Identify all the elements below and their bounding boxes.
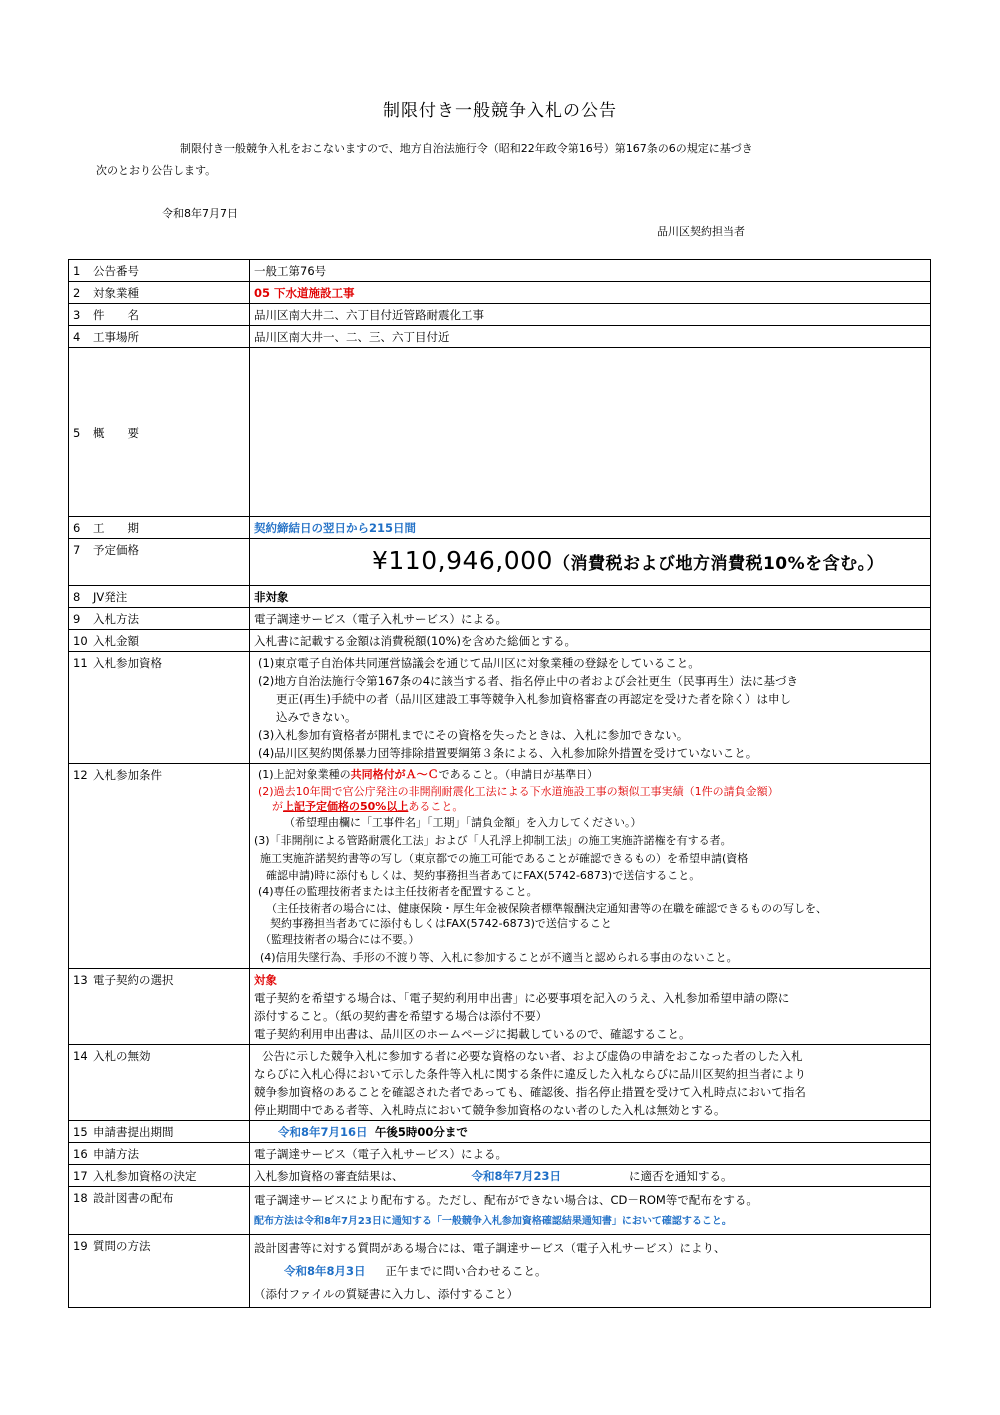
condition-4-cont: 契約事務担当者あてに添付もしくはFAX(5742-6873)で送信すること xyxy=(270,917,612,930)
condition-3-cont: 施工実施許諾契約書等の写し（東京都での施工可能であることが確認できるもの）を希望申請(資格 xyxy=(260,852,749,865)
text: であること。（申請日が基準日） xyxy=(438,768,599,781)
row-number: 6 xyxy=(73,521,81,535)
row-label xyxy=(69,764,250,969)
list-item: (4)品川区契約関係暴力団等排除措置要綱第３条による、入札参加除外措置を受けていないこと。 xyxy=(258,746,758,760)
row-design-docs xyxy=(69,1187,931,1235)
text: 入札参加資格の審査結果は、 xyxy=(254,1169,404,1183)
row-bid-amount xyxy=(69,630,931,652)
label-text: 申請方法 xyxy=(93,1147,139,1161)
label-text: 入札方法 xyxy=(93,612,139,626)
row-label xyxy=(69,1235,250,1308)
label-text: 入札参加資格 xyxy=(93,656,162,670)
row-number: 18 xyxy=(73,1191,88,1205)
row-label xyxy=(69,1121,250,1143)
condition-3-cont: 確認申請)時に添付もしくは、契約事務担当者あてにFAX(5742-6873)で送信すること。 xyxy=(266,869,701,882)
row-number: 15 xyxy=(73,1125,88,1139)
row-period xyxy=(69,517,931,539)
list-item: (1)東京電子自治体共同運営協議会を通じて品川区に対象業種の登録をしていること。 xyxy=(258,656,700,670)
condition-1 xyxy=(254,766,926,784)
text: 正午までに問い合わせること。 xyxy=(385,1264,547,1278)
condition-2: (2)過去10年間で官公庁発注の非開削耐震化工法による下水道施設工事の類似工事実績（1件の請負金額） xyxy=(258,785,779,798)
row-value xyxy=(250,652,931,764)
row-conditions xyxy=(69,764,931,969)
text: (1)上記対象業種の xyxy=(258,768,351,781)
text: あること。 xyxy=(408,800,464,813)
row-value xyxy=(250,1121,931,1143)
label-text: 入札金額 xyxy=(93,634,139,648)
price-tax-note: （消費税および地方消費税10%を含む。） xyxy=(552,554,885,574)
row-label xyxy=(69,652,250,764)
notice-table xyxy=(68,259,931,1308)
label-text: 電子契約の選択 xyxy=(93,973,174,987)
page-title: 制限付き一般競争入札の公告 xyxy=(383,101,617,121)
deadline-time: 午後5時00分まで xyxy=(374,1125,468,1139)
row-overview xyxy=(69,348,931,517)
row-value xyxy=(250,348,931,517)
text-line: （添付ファイルの質疑書に入力し、添付すること） xyxy=(254,1287,519,1301)
list-item: (3)入札参加有資格者が開札までにその資格を失ったときは、入札に参加できない。 xyxy=(258,728,689,742)
text: に適否を通知する。 xyxy=(629,1169,733,1183)
condition-5: (4)信用失墜行為、手形の不渡り等、入札に参加することが不適当と認められる事由のないこと。 xyxy=(260,951,738,964)
row-number: 8 xyxy=(73,590,81,604)
label-text: 入札の無効 xyxy=(93,1049,151,1063)
label-text: 公告番号 xyxy=(93,264,139,278)
list-item: ならびに入札心得において示した条件等入札に関する条件に違反した入札ならびに品川区契約担当者により xyxy=(254,1067,806,1081)
list-item: 電子契約利用申出書は、品川区のホームページに掲載しているので、確認すること。 xyxy=(254,1027,691,1041)
condition-4: (4)専任の監理技術者または主任技術者を配置すること。 xyxy=(258,885,538,898)
row-value: 品川区南大井一、二、三、六丁目付近 xyxy=(250,326,931,348)
list-item: 競争参加資格のあることを確認された者であっても、確認後、指名停止措置を受けて入札時点において指名 xyxy=(254,1085,806,1099)
row-site xyxy=(69,326,931,348)
row-number: 5 xyxy=(73,425,81,440)
row-jv xyxy=(69,586,931,608)
row-label xyxy=(69,1165,250,1187)
row-application-period xyxy=(69,1121,931,1143)
deadline-date: 令和8年7月16日 xyxy=(278,1125,368,1139)
row-value: 契約締結日の翌日から215日間 xyxy=(250,517,931,539)
row-value xyxy=(250,1045,931,1121)
row-label xyxy=(69,348,250,517)
status-text: 対象 xyxy=(254,973,277,987)
row-number: 7 xyxy=(73,543,81,557)
text-line: 電子調達サービスにより配布する。ただし、配布ができない場合は、CD－ROM等で配布をする。 xyxy=(254,1193,758,1207)
row-qualifications xyxy=(69,652,931,764)
notice-date: 令和8年7月7日 xyxy=(162,207,238,220)
row-number: 17 xyxy=(73,1169,88,1183)
label-text: 質問の方法 xyxy=(93,1239,151,1253)
row-label xyxy=(69,969,250,1045)
row-label xyxy=(69,517,250,539)
decision-date: 令和8年7月23日 xyxy=(471,1169,562,1183)
row-label xyxy=(69,1187,250,1235)
row-number: 10 xyxy=(73,634,88,648)
row-number: 2 xyxy=(73,286,81,300)
row-number: 16 xyxy=(73,1147,88,1161)
price-amount: ¥110,946,000 xyxy=(372,546,553,575)
row-value: 05 下水道施設工事 xyxy=(250,282,931,304)
list-item: 添付すること。（紙の契約書を希望する場合は添付不要） xyxy=(254,1009,548,1023)
row-bid-method xyxy=(69,608,931,630)
label-text: 設計図書の配布 xyxy=(93,1191,174,1205)
row-questions xyxy=(69,1235,931,1308)
row-label xyxy=(69,539,250,586)
row-label xyxy=(69,586,250,608)
label-text: 対象業種 xyxy=(93,286,139,300)
text: が xyxy=(272,800,283,813)
row-value: 電子調達サービス（電子入札サービス）による。 xyxy=(250,608,931,630)
label-text: 工事場所 xyxy=(93,330,139,344)
label-text: 入札参加資格の決定 xyxy=(93,1169,197,1183)
row-value: 非対象 xyxy=(250,586,931,608)
underlined-text: 上記予定価格の50%以上 xyxy=(283,800,409,813)
condition-2-cont xyxy=(254,799,926,814)
highlight-text: 共同格付がＡ～Ｃ xyxy=(350,768,439,781)
row-value xyxy=(250,539,931,586)
row-number: 19 xyxy=(73,1239,88,1253)
row-estimated-price xyxy=(69,539,931,586)
row-application-method xyxy=(69,1143,931,1165)
intro-line-1: 制限付き一般競争入札をおこないますので、地方自治法施行令（昭和22年政令第16号）第167条の6の規定に基づき xyxy=(180,142,753,155)
text-line xyxy=(254,1260,926,1283)
label-text: 入札参加条件 xyxy=(93,768,162,782)
row-invalid-bids xyxy=(69,1045,931,1121)
condition-4-note: （監理技術者の場合には不要。） xyxy=(260,933,420,946)
row-label xyxy=(69,630,250,652)
row-label xyxy=(69,608,250,630)
list-item: 込みできない。 xyxy=(276,710,357,724)
row-value: 一般工第76号 xyxy=(250,260,931,282)
question-deadline-date: 令和8年8月3日 xyxy=(284,1264,366,1278)
row-value: 品川区南大井二、六丁目付近管路耐震化工事 xyxy=(250,304,931,326)
row-e-contract xyxy=(69,969,931,1045)
list-item: 停止期間中である者等、入札時点において競争参加資格のない者のした入札は無効とする。 xyxy=(254,1103,726,1117)
row-number: 4 xyxy=(73,330,81,344)
list-item: 更正(再生)手続中の者（品川区建設工事等競争入札参加資格審査の再認定を受けた者を除く）は申し xyxy=(276,692,791,706)
condition-2-note: （希望理由欄に「工事件名」「工期」「請負金額」を入力してください。） xyxy=(284,816,642,829)
list-item: 電子契約を希望する場合は、「電子契約利用申出書」に必要事項を記入のうえ、入札参加希望申請の際に xyxy=(254,991,790,1005)
row-value: 入札書に記載する金額は消費税額(10%)を含めた総価とする。 xyxy=(250,630,931,652)
row-number: 13 xyxy=(73,973,88,987)
label-text: JV発注 xyxy=(93,590,128,604)
label-text: 概 要 xyxy=(93,425,139,440)
row-label xyxy=(69,1045,250,1121)
condition-3: (3)「非開削による管路耐震化工法」および「人孔浮上抑制工法」の施工実施許諾権を有する者。 xyxy=(254,834,732,847)
condition-4-cont: （主任技術者の場合には、健康保険・厚生年金被保険者標準報酬決定通知書等の在職を確認できるものの写しを、 xyxy=(266,902,827,915)
row-value xyxy=(250,764,931,969)
text-line: 設計図書等に対する質問がある場合には、電子調達サービス（電子入札サービス）により、 xyxy=(254,1241,726,1255)
label-text: 工 期 xyxy=(93,521,139,535)
row-notice-number xyxy=(69,260,931,282)
intro-line-2: 次のとおり公告します。 xyxy=(96,164,217,177)
row-label xyxy=(69,326,250,348)
row-value xyxy=(250,969,931,1045)
row-number: 3 xyxy=(73,308,81,322)
row-label xyxy=(69,1143,250,1165)
row-value xyxy=(250,1165,931,1187)
issuer: 品川区契約担当者 xyxy=(657,225,745,238)
label-text: 予定価格 xyxy=(93,543,139,557)
row-value xyxy=(250,1235,931,1308)
row-number: 14 xyxy=(73,1049,88,1063)
list-item: 公告に示した競争入札に参加する者に必要な資格のない者、および虚偽の申請をおこなった者のした入札 xyxy=(262,1049,803,1063)
label-text: 件 名 xyxy=(93,308,139,322)
label-text: 申請書提出期間 xyxy=(93,1125,174,1139)
row-qualification-decision xyxy=(69,1165,931,1187)
row-value xyxy=(250,1187,931,1235)
row-label xyxy=(69,260,250,282)
row-label xyxy=(69,304,250,326)
text-line: 配布方法は令和8年7月23日に通知する「一般競争入札参加資格確認結果通知書」において確認すること。 xyxy=(254,1216,732,1227)
row-number: 12 xyxy=(73,768,88,782)
row-number: 11 xyxy=(73,656,88,670)
row-number: 9 xyxy=(73,612,81,626)
row-value: 電子調達サービス（電子入札サービス）による。 xyxy=(250,1143,931,1165)
row-label xyxy=(69,282,250,304)
row-number: 1 xyxy=(73,264,81,278)
list-item: (2)地方自治法施行令第167条の4に該当する者、指名停止中の者および会社更生（民事再生）法に基づき xyxy=(258,674,799,688)
row-target-industry xyxy=(69,282,931,304)
row-project-name xyxy=(69,304,931,326)
